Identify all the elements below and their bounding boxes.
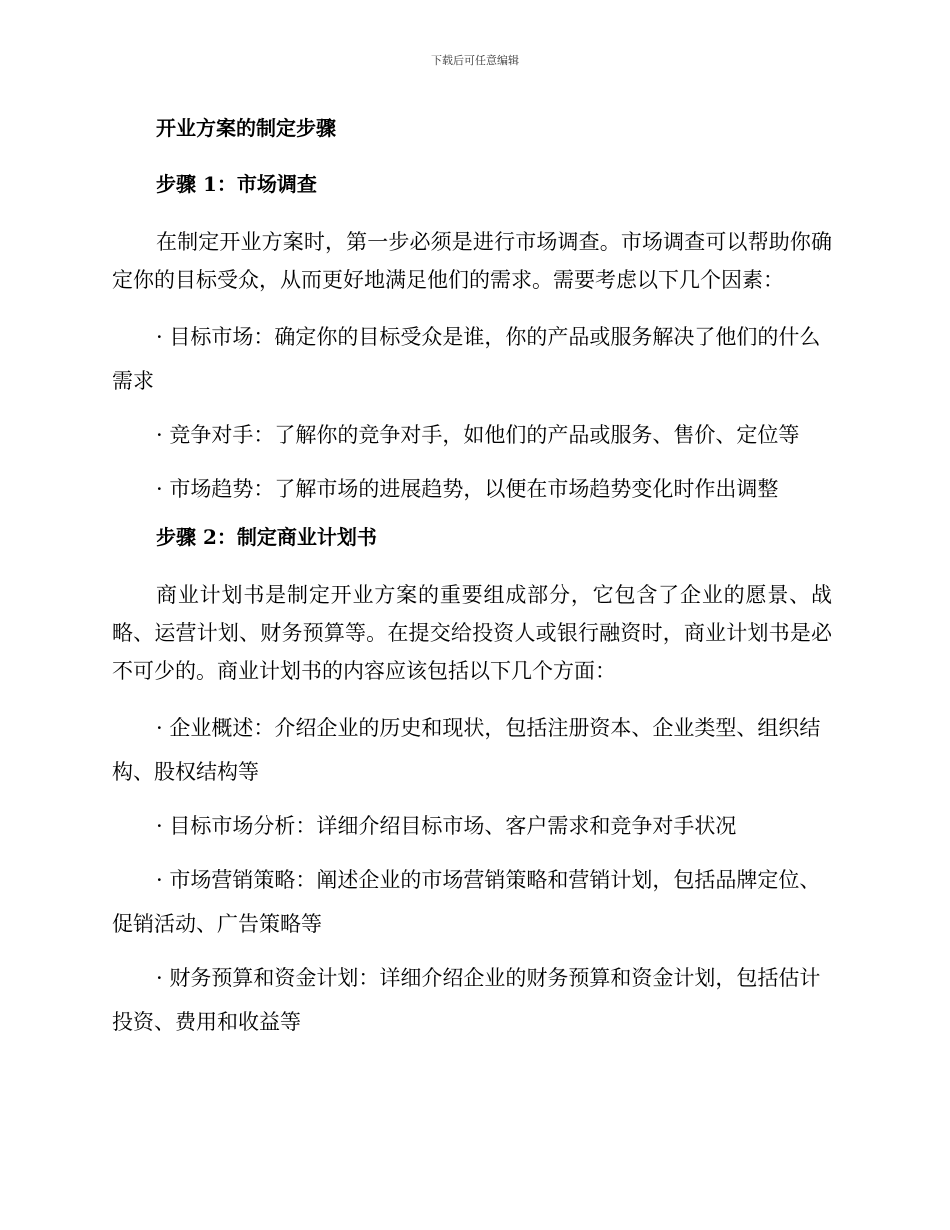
step1-bullet-market-trends: · 市场趋势：了解市场的进展趋势，以便在市场趋势变化时作出调整	[156, 477, 779, 501]
document-title: 开业方案的制定步骤	[156, 116, 336, 140]
document-body	[112, 112, 832, 1054]
step2-bullet-financial-plan: · 财务预算和资金计划：详细介绍企业的财务预算和资金计划，包括估计投资、费用和收益等	[112, 966, 821, 1034]
step1-intro-paragraph: 在制定开业方案时，第一步必须是进行市场调查。市场调查可以帮助你确定你的目标受众，从而更好地满足他们的需求。需要考虑以下几个因素：	[112, 230, 832, 292]
step2-bullet-marketing-strategy: · 市场营销策略：阐述企业的市场营销策略和营销计划，包括品牌定位、促销活动、广告策略等	[112, 868, 821, 936]
step1-bullet-target-market: · 目标市场：确定你的目标受众是谁，你的产品或服务解决了他们的什么需求	[112, 325, 821, 393]
step1-bullet-competitors: · 竞争对手：了解你的竞争对手，如他们的产品或服务、售价、定位等	[156, 423, 800, 447]
step2-bullet-company-overview: · 企业概述：介绍企业的历史和现状，包括注册资本、企业类型、组织结构、股权结构等	[112, 716, 821, 784]
step2-heading: 步骤 2：制定商业计划书	[156, 525, 377, 549]
page-header-note: 下载后可任意编辑	[431, 54, 519, 67]
step2-bullet-market-analysis: · 目标市场分析：详细介绍目标市场、客户需求和竞争对手状况	[156, 814, 737, 838]
step2-intro-paragraph: 商业计划书是制定开业方案的重要组成部分，它包含了企业的愿景、战略、运营计划、财务预算等。在提交给投资人或银行融资时，商业计划书是必不可少的。商业计划书的内容应该包括以下几个方面：	[112, 583, 832, 683]
step1-heading: 步骤 1：市场调查	[156, 172, 317, 196]
